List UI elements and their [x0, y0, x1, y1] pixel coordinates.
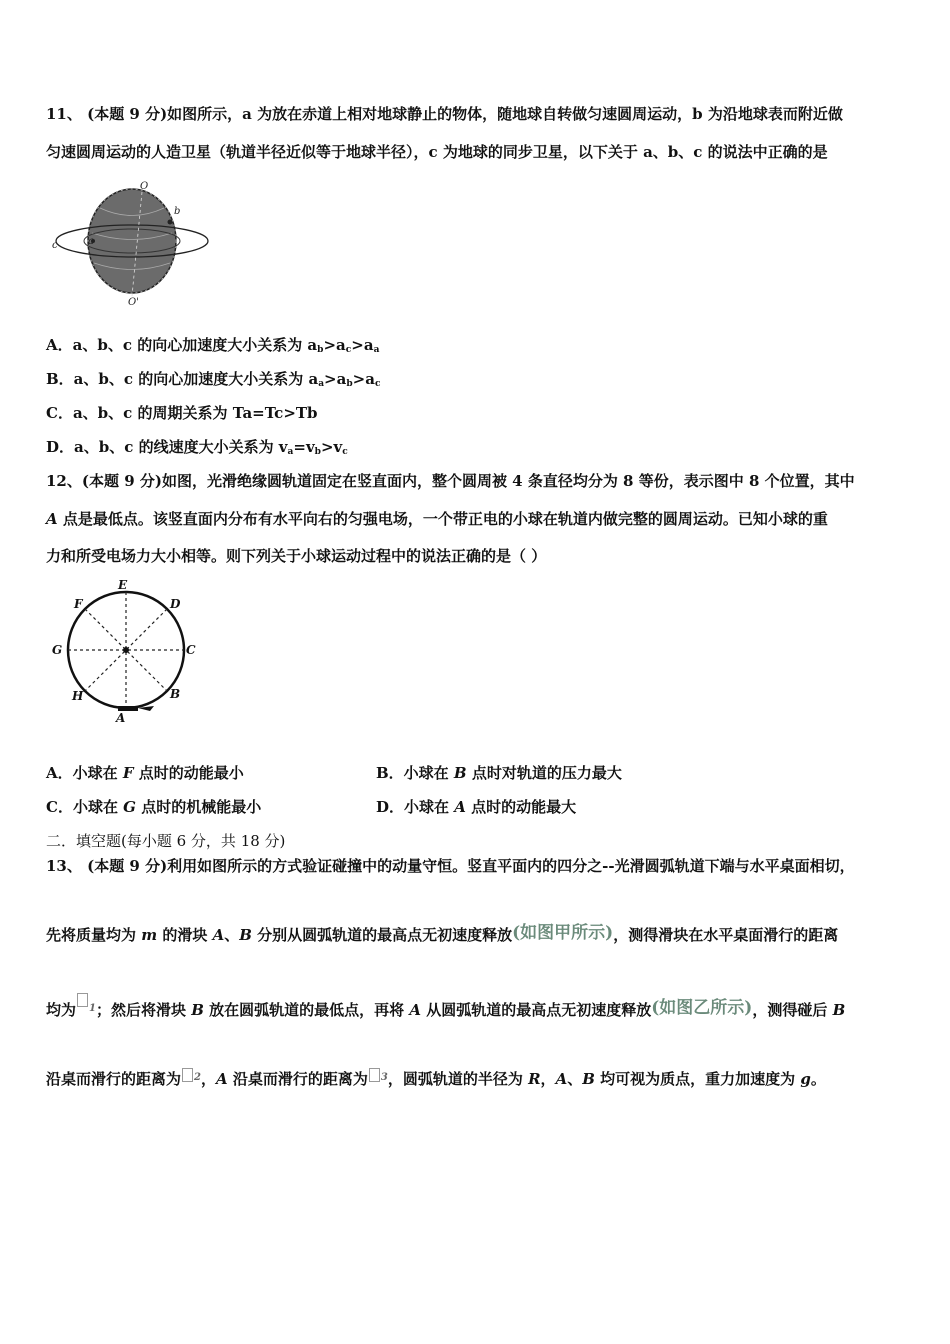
q13-line3: 均为 $^1$；然后将滑块 B 放在圆弧轨道的最低点，再将 A 从圆弧轨道的最高点无初速度释放(如图乙所示)，测得碰后 B: [46, 993, 845, 1020]
label-F: F: [74, 597, 83, 611]
earth-globe: [88, 189, 176, 293]
q13-line4: 沿桌而滑行的距离为 $^2$，A 沿桌而滑行的距离为 $^3$，圆弧轨道的半径为 R，A、B 均可视为质点，重力加速度为 g。: [46, 1070, 826, 1088]
q12-line3: 力和所受电场力大小相等。则下列关于小球运动过程中的说法正确的是（ ）: [46, 547, 547, 565]
q11-line1: 11、 (本题 9 分)如图所示，a 为放在赤道上相对地球静止的物体，随地球自转做匀速圆周运动，b 为沿地球表而附近做: [46, 105, 843, 123]
q11-option-a: A．a、b、c 的向心加速度大小关系为 $a_b>a_c>a_a$: [46, 336, 380, 355]
q12-option-a: A．小球在 F 点时的动能最小: [46, 764, 244, 782]
label-A: A: [116, 711, 126, 725]
label-b: b: [174, 206, 181, 217]
label-B: B: [170, 687, 181, 701]
q12-line2: A 点是最低点。该竖直面内分布有水平向右的匀强电场，一个带正电的小球在轨道内做完整的圆周运动。已知小球的重: [46, 510, 828, 528]
q13-line1: 13、 (本题 9 分)利用如图所示的方式验证碰撞中的动量守恒。竖直平面内的四分之--光滑圆弧轨道下端与水平桌面相切，: [46, 857, 855, 875]
label-c: c: [52, 240, 58, 251]
label-C: C: [186, 643, 196, 657]
q12-option-c: C．小球在 G 点时的机械能最小: [46, 798, 262, 816]
label-a: a: [88, 236, 94, 247]
circle-track-figure: [46, 572, 206, 727]
formula-placeholder-icon: [182, 1068, 193, 1082]
q12-option-b: B．小球在 B 点时对轨道的压力最大: [376, 764, 622, 782]
label-D: D: [170, 597, 181, 611]
q11-line2: 匀速圆周运动的人造卫星（轨道半径近似等于地球半径），c 为地球的同步卫星，以下关于 a、b、c 的说法中正确的是: [46, 143, 828, 161]
q11-option-c: C．a、b、c 的周期关系为 Ta=Tc>Tb: [46, 404, 318, 422]
q12-line1: 12、(本题 9 分)如图，光滑绝缘圆轨道固定在竖直面内，整个圆周被 4 条直径均分为 8 等份，表示图中 8 个位置，其中: [46, 472, 855, 490]
q11-option-b: B．a、b、c 的向心加速度大小关系为 $a_a>a_b>a_c$: [46, 370, 381, 389]
label-o-bottom: O': [128, 297, 139, 308]
formula-placeholder-icon: [369, 1068, 380, 1082]
label-E: E: [118, 578, 128, 592]
section-heading: 二．填空题(每小题 6 分，共 18 分): [46, 832, 286, 850]
label-o-top: O: [140, 181, 149, 192]
label-H: H: [72, 689, 84, 703]
label-G: G: [52, 643, 63, 657]
q12-option-d: D．小球在 A 点时的动能最大: [376, 798, 577, 816]
formula-placeholder-icon: [77, 993, 88, 1007]
q11-option-d: D．a、b、c 的线速度大小关系为 $v_a=v_b>v_c$: [46, 438, 348, 457]
earth-orbit-figure: [50, 178, 215, 308]
q13-line2: 先将质量均为 m 的滑块 A、B 分别从圆弧轨道的最高点无初速度释放(如图甲所示)，测得滑块在水平桌面滑行的距离: [46, 923, 839, 944]
